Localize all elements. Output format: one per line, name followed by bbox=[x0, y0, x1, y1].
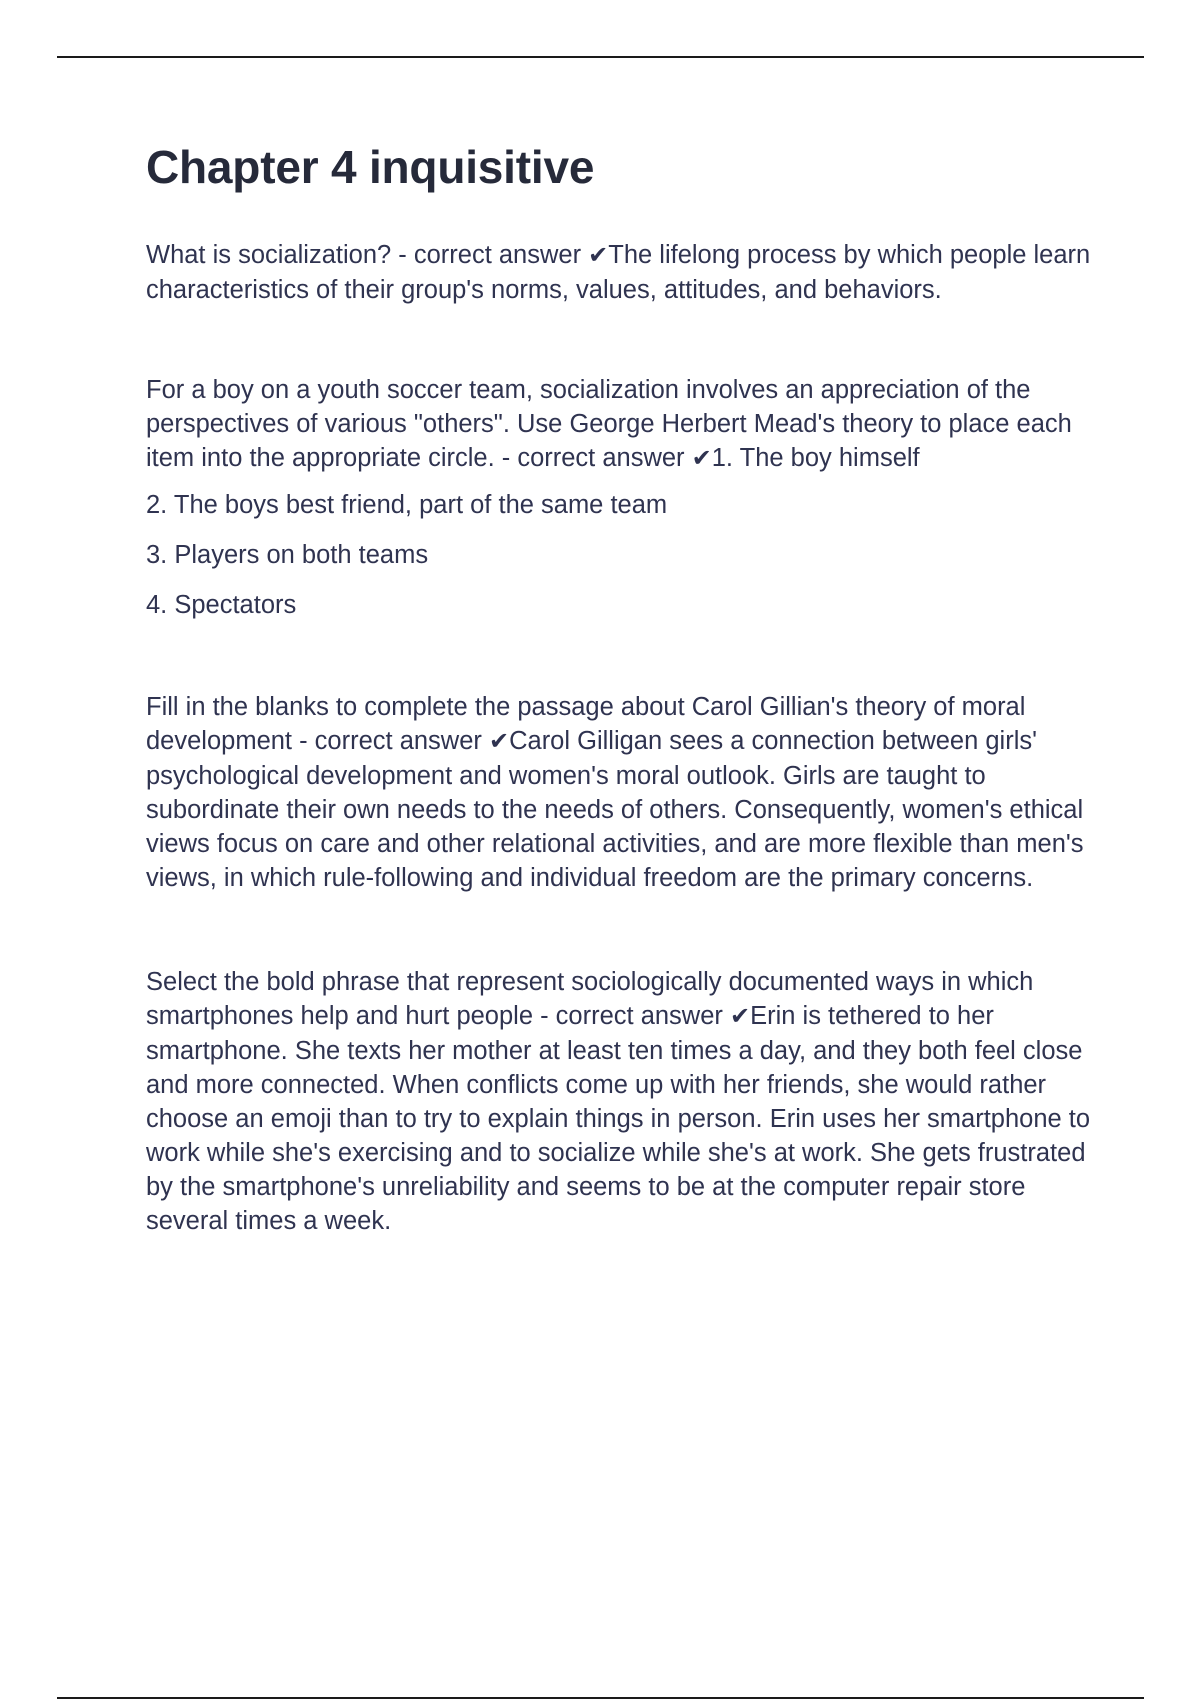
answer-text: Erin is tethered to her smartphone. She texts her mother at least ten times a day, and they both feel close and more connected. When conflicts come up with her friends, she would rather choose an emoji than to try to explain things in person. Erin uses her smartphone to work while she's exercising and to socialize while she's at work. She gets frustrated by the smartphone's unreliability and seems to be at the computer repair store several times a week. bbox=[146, 1002, 1091, 1236]
list-item: 2. The boys best friend, part of the same team bbox=[146, 491, 668, 520]
qa-smartphones bbox=[146, 965, 1091, 1238]
checkmark-icon: ✔ bbox=[691, 445, 712, 473]
list-item: 3. Players on both teams bbox=[146, 541, 429, 570]
checkmark-icon: ✔ bbox=[588, 242, 609, 270]
qa-gilligan bbox=[146, 690, 1091, 895]
question-text: For a boy on a youth soccer team, socialization involves an appreciation of the perspectives of various "others". Use George Herbert Mead's theory to place each item into the appropriate circle. - correct answer bbox=[146, 376, 1072, 473]
qa-socialization bbox=[146, 238, 1091, 307]
answer-text: 1. The boy himself bbox=[711, 444, 920, 473]
qa-mead-theory bbox=[146, 373, 1091, 476]
question-text: What is socialization? - correct answer bbox=[146, 241, 589, 270]
top-divider bbox=[57, 56, 1144, 58]
document-body bbox=[146, 140, 1091, 1238]
checkmark-icon: ✔ bbox=[488, 728, 510, 756]
answer-text: The lifelong process by which people learn characteristics of their group's norms, values, attitudes, and behaviors. bbox=[146, 241, 1091, 305]
question-text: Fill in the blanks to complete the passage about Carol Gillian's theory of moral development - correct answer bbox=[146, 693, 1026, 756]
checkmark-icon: ✔ bbox=[730, 1003, 751, 1031]
answer-text: Carol Gilligan sees a connection between girls' psychological development and women's moral outlook. Girls are taught to subordinate their own needs to the needs of others. Consequently, women's ethical views focus on care and other relational activities, and are more flexible than men's views, in which rule-following and individual freedom are the primary concerns. bbox=[146, 727, 1084, 893]
page-title: Chapter 4 inquisitive bbox=[146, 141, 595, 193]
list-item: 4. Spectators bbox=[146, 591, 297, 620]
question-text: Select the bold phrase that represent sociologically documented ways in which smartphones help and hurt people - correct answer bbox=[146, 968, 1034, 1031]
bottom-divider bbox=[57, 1697, 1144, 1699]
